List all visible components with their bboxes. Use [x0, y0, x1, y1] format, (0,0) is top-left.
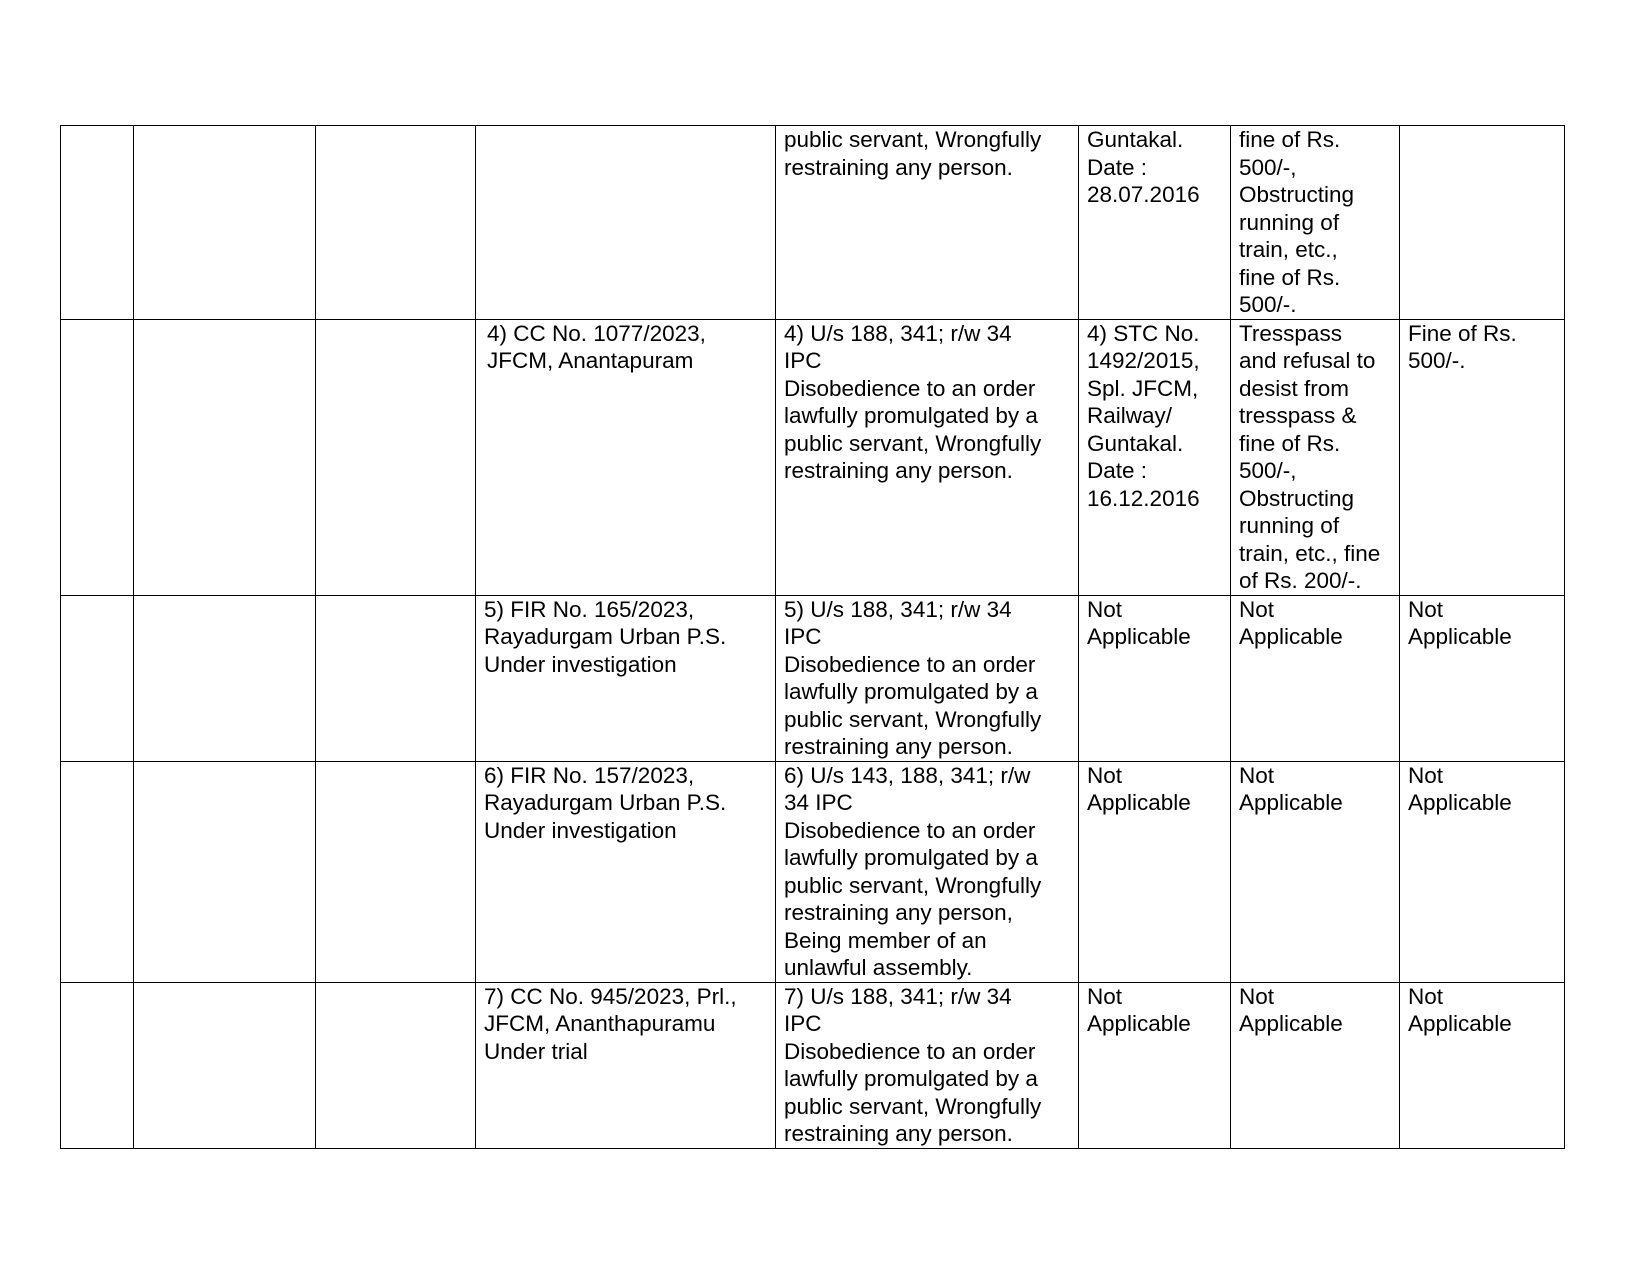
punishment-cell: Not Applicable [1400, 982, 1565, 1148]
case-number-cell: 7) CC No. 945/2023, Prl., JFCM, Ananthapuramu Under trial [476, 982, 776, 1148]
table-cell [61, 982, 134, 1148]
table-row [61, 319, 1565, 595]
table-row [61, 595, 1565, 761]
table-row [61, 982, 1565, 1148]
conviction-case-cell: 4) STC No. 1492/2015, Spl. JFCM, Railway/ Guntakal. Date : 16.12.2016 [1079, 319, 1231, 595]
case-details-table [60, 125, 1565, 1149]
table-cell [134, 595, 316, 761]
conviction-case-cell: Not Applicable [1079, 761, 1231, 982]
table-cell [134, 761, 316, 982]
sections-cell: 5) U/s 188, 341; r/w 34 IPC Disobedience to an order lawfully promulgated by a public servant, Wrongfully restraining any person. [776, 595, 1079, 761]
conviction-case-cell: Not Applicable [1079, 595, 1231, 761]
table-cell [61, 319, 134, 595]
conviction-details-cell: fine of Rs. 500/-, Obstructing running of train, etc., fine of Rs. 500/-. [1231, 126, 1400, 320]
conviction-case-cell: Guntakal. Date : 28.07.2016 [1079, 126, 1231, 320]
table-row [61, 126, 1565, 320]
table-cell [134, 319, 316, 595]
case-number-cell: 6) FIR No. 157/2023, Rayadurgam Urban P.S. Under investigation [476, 761, 776, 982]
table-cell [316, 982, 476, 1148]
table-cell [316, 595, 476, 761]
table-cell [316, 126, 476, 320]
conviction-details-cell: Not Applicable [1231, 761, 1400, 982]
sections-cell: 6) U/s 143, 188, 341; r/w 34 IPC Disobedience to an order lawfully promulgated by a public servant, Wrongfully restraining any person, Being member of an unlawful assembly. [776, 761, 1079, 982]
table-cell [316, 761, 476, 982]
sections-cell: public servant, Wrongfully restraining any person. [776, 126, 1079, 320]
punishment-cell: Not Applicable [1400, 761, 1565, 982]
case-number-cell: 5) FIR No. 165/2023, Rayadurgam Urban P.S. Under investigation [476, 595, 776, 761]
conviction-details-cell: Not Applicable [1231, 595, 1400, 761]
punishment-cell: Fine of Rs. 500/-. [1400, 319, 1565, 595]
conviction-details-cell: Not Applicable [1231, 982, 1400, 1148]
table-cell [61, 595, 134, 761]
table-cell [61, 126, 134, 320]
table-row [61, 761, 1565, 982]
case-number-cell [476, 126, 776, 320]
conviction-case-cell: Not Applicable [1079, 982, 1231, 1148]
case-number-cell: 4) CC No. 1077/2023, JFCM, Anantapuram [476, 319, 776, 595]
punishment-cell: Not Applicable [1400, 595, 1565, 761]
table-cell [316, 319, 476, 595]
punishment-cell [1400, 126, 1565, 320]
table-cell [134, 982, 316, 1148]
table-cell [134, 126, 316, 320]
sections-cell: 4) U/s 188, 341; r/w 34 IPC Disobedience to an order lawfully promulgated by a public servant, Wrongfully restraining any person. [776, 319, 1079, 595]
conviction-details-cell: Tresspass and refusal to desist from tresspass & fine of Rs. 500/-, Obstructing running of train, etc., fine of Rs. 200/-. [1231, 319, 1400, 595]
sections-cell: 7) U/s 188, 341; r/w 34 IPC Disobedience to an order lawfully promulgated by a public servant, Wrongfully restraining any person. [776, 982, 1079, 1148]
table-cell [61, 761, 134, 982]
